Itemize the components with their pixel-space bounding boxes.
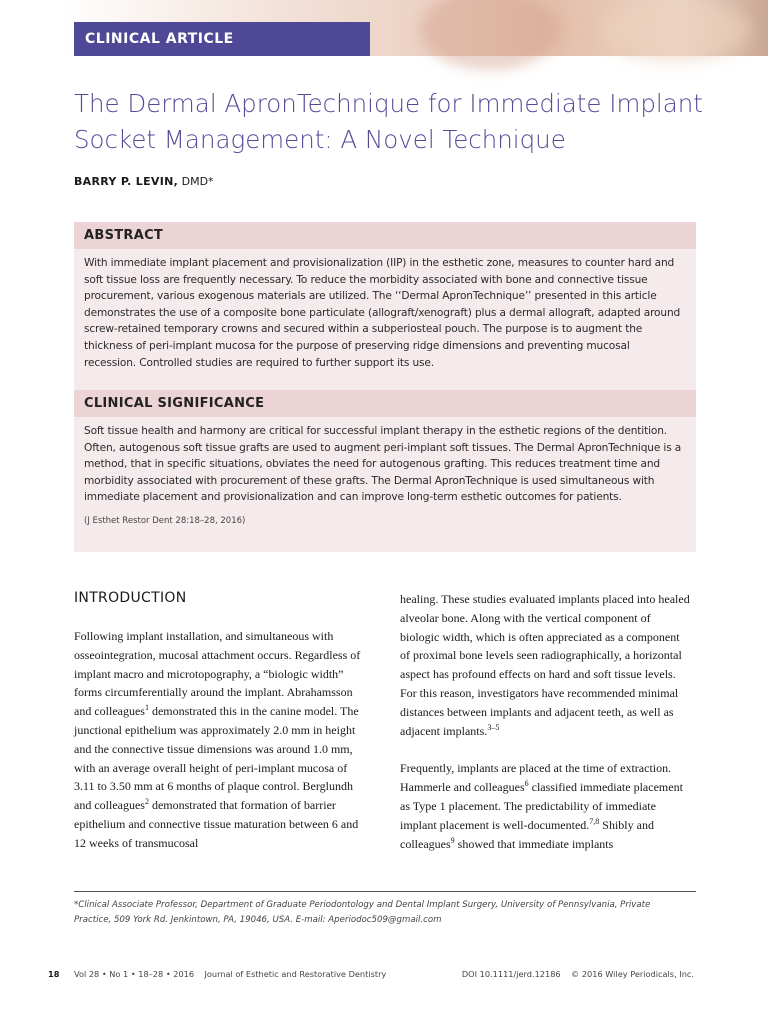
- text-run: demonstrated that formation of barrier epithelium and connective tissue maturation between 6 and 12 weeks of transmucosal: [74, 798, 359, 850]
- paragraph: [400, 590, 692, 740]
- banner-photo-shape: [600, 0, 750, 60]
- doi-copyright: DOI 10.1111/jerd.12186 © 2016 Wiley Periodicals, Inc.: [461, 969, 694, 979]
- paragraph: [400, 759, 692, 853]
- reference-superscript: 7,8: [589, 816, 600, 826]
- reference-superscript: 9: [450, 835, 455, 845]
- reference-superscript: 1: [144, 703, 149, 713]
- body-column-left: [74, 627, 370, 853]
- article-type-badge: [74, 22, 370, 56]
- author-name: BARRY P. LEVIN,: [74, 175, 179, 188]
- significance-heading-bar: [74, 390, 696, 417]
- banner-photo-shape: [420, 0, 560, 70]
- page-number: 18: [48, 969, 60, 979]
- text-run: showed that immediate implants: [454, 836, 614, 851]
- reference-superscript: 3–5: [487, 722, 500, 732]
- body-column-right: [400, 590, 692, 853]
- text-run: healing. These studies evaluated implants placed into healed alveolar bone. Along with the vertical component of biologic width, which is often appreciated as a component of proximal bone levels seen radiographically, a horizontal aspect has profound effects on hard and soft tissue levels. For this reason, investigators have recommended minimal distances between implants and adjacent teeth, as well as adjacent implants.: [400, 592, 690, 738]
- introduction-heading: INTRODUCTION: [74, 590, 187, 606]
- paragraph: [74, 627, 370, 853]
- text-run: Shibly and colleagues: [400, 817, 654, 851]
- significance-heading: CLINICAL SIGNIFICANCE: [84, 396, 265, 411]
- author-affiliation-footnote: *Clinical Associate Professor, Department of Graduate Periodontology and Dental Implant Surgery, University of Pennsylvania, Private Practice, 509 York Rd. Jenkintown, PA, 19046, USA. E-mail: Aperiodoc509@gmail.com: [74, 900, 651, 925]
- abstract-heading-bar: [74, 222, 696, 249]
- text-run: Frequently, implants are placed at the time of extraction. Hammerle and colleagues: [400, 761, 672, 795]
- text-run: demonstrated this in the canine model. The junctional epithelium was approximately 2.0 mm in height and the connective tissue dimensions was around 1.0 mm, with an average overall height of peri-implant mucosa of 3.11 to 3.50 mm at 6 months of plaque control. Berglundh and colleagues: [74, 704, 359, 813]
- footnote-divider: [74, 891, 696, 892]
- text-run: classified immediate placement as Type 1 placement. The predictability of immediate implant placement is well-documented.: [400, 780, 683, 832]
- author-line: [74, 175, 214, 188]
- article-type-label: CLINICAL ARTICLE: [85, 31, 234, 47]
- abstract-text: With immediate implant placement and provisionalization (IIP) in the esthetic zone, measures to counter hard and soft tissue loss are frequently necessary. To reduce the morbidity associated with bone and connective tissue procurement, various exogenous materials are utilized. The ‘‘Dermal ApronTechnique’’ presented in this article demonstrates the use of a composite bone particulate (allograft/xenograft) plus a dermal allograft, adapted around screw-retained temporary crowns and secured within a subperiosteal pouch. The purpose is to augment the thickness of peri-implant mucosa for the purpose of preserving ridge dimensions and preventing mucosal recession. Controlled studies are required to further support its use.: [84, 257, 681, 369]
- significance-text: Soft tissue health and harmony are critical for successful implant therapy in the esthetic regions of the dentition. Often, autogenous soft tissue grafts are used to augment peri-implant soft tissues. The Dermal ApronTechnique is a method, that in specific situations, obviates the need for autogenous grafting. This reduces treatment time and morbidity associated with procurement of these grafts. The Dermal ApronTechnique is used simultaneous with immediate placement and provisionalization and can improve long-term esthetic outcomes for patients.: [84, 425, 682, 504]
- author-degree: DMD*: [178, 175, 214, 188]
- abstract-heading: ABSTRACT: [84, 228, 164, 243]
- reference-superscript: 2: [144, 797, 149, 807]
- volume-info: Vol 28 • No 1 • 18–28 • 2016 Journal of Esthetic and Restorative Dentistry: [74, 969, 387, 979]
- text-run: Following implant installation, and simultaneous with osseointegration, mucosal attachment occurs. Regardless of implant macro and microtopography, a “biologic width” forms circumferentially around the implant. Abrahamsson and colleagues: [74, 629, 361, 719]
- journal-citation: (J Esthet Restor Dent 28:18–28, 2016): [84, 516, 246, 526]
- reference-superscript: 6: [524, 779, 529, 789]
- abstract-panel: [74, 222, 696, 552]
- article-title: The Dermal ApronTechnique for Immediate Implant Socket Management: A Novel Technique: [74, 89, 703, 154]
